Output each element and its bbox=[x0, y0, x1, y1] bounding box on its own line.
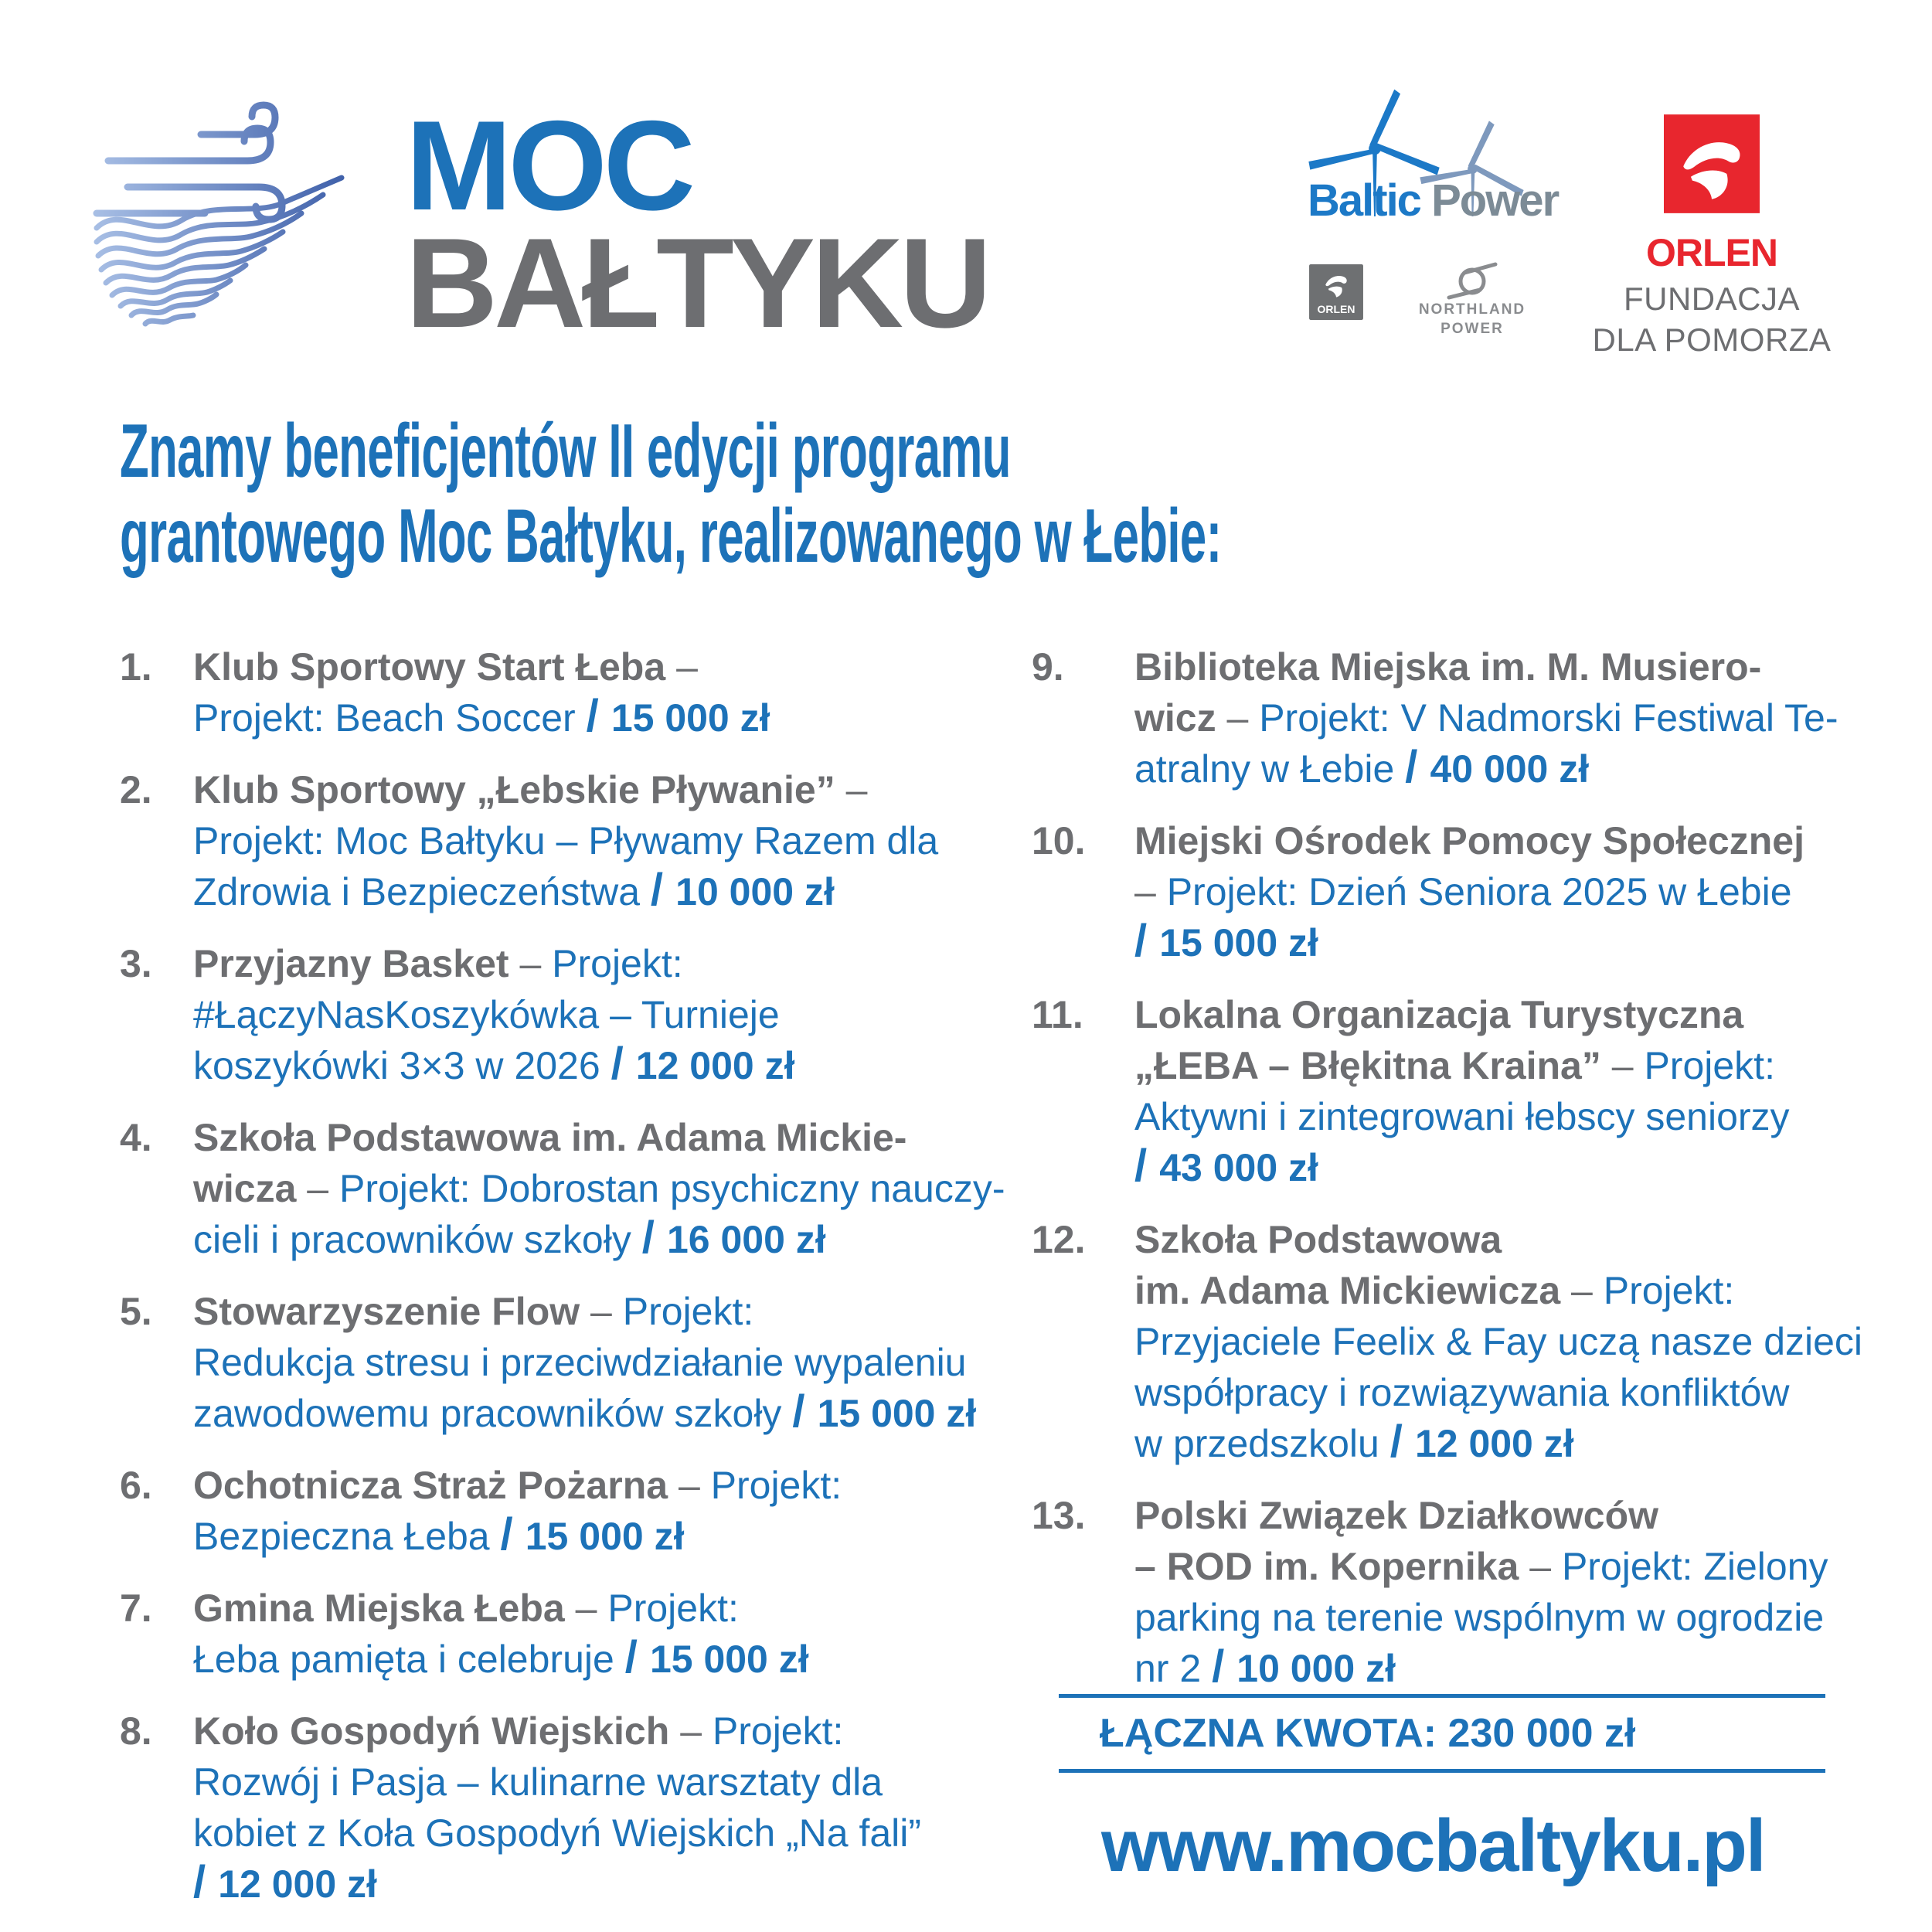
page-title bbox=[120, 408, 1222, 578]
item-text-line bbox=[1134, 743, 1838, 794]
project-text: Projekt: Dzień Seniora 2025 w Łebie bbox=[1166, 870, 1792, 913]
org-name: Ochotnicza Straż Pożarna bbox=[193, 1464, 668, 1507]
item-text-line bbox=[1134, 641, 1838, 692]
separator-dash: – bbox=[1560, 1269, 1604, 1312]
project-text: atralny w Łebie bbox=[1134, 747, 1406, 791]
item-text-line bbox=[193, 1163, 1005, 1214]
amount-slash: / bbox=[500, 1509, 526, 1560]
page-title-line2: grantowego Moc Bałtyku, realizowanego w Łebie: bbox=[120, 493, 1222, 578]
item-text-line bbox=[193, 1337, 976, 1388]
item-text-line bbox=[193, 1808, 921, 1859]
amount-slash: / bbox=[1134, 1141, 1160, 1191]
item-number: 12. bbox=[1032, 1218, 1086, 1261]
item-text-line bbox=[193, 1757, 921, 1808]
beneficiary-list-right bbox=[1032, 641, 1932, 1715]
item-text bbox=[193, 938, 795, 1091]
baltic-power-logo bbox=[1308, 175, 1558, 226]
orlen-foundation-line1: FUNDACJA bbox=[1623, 281, 1800, 317]
northland-power-logo bbox=[1406, 260, 1538, 338]
org-name: Gmina Miejska Łeba bbox=[193, 1587, 565, 1630]
project-text: Przyjaciele Feelix & Fay uczą nasze dzieci bbox=[1134, 1320, 1863, 1363]
amount-value: 15 000 zł bbox=[611, 696, 770, 740]
orlen-foundation-line2: DLA POMORZA bbox=[1592, 321, 1832, 358]
org-name: Przyjazny Basket bbox=[193, 942, 509, 985]
org-name: „ŁEBA – Błękitna Kraina” bbox=[1134, 1044, 1601, 1087]
list-item bbox=[120, 1112, 1032, 1265]
item-number: 8. bbox=[120, 1709, 152, 1753]
separator-dash: – bbox=[835, 768, 868, 811]
brand-title-line2: BAŁTYKU bbox=[406, 212, 988, 354]
project-text: w przedszkolu bbox=[1134, 1422, 1390, 1465]
amount-slash: / bbox=[641, 1213, 667, 1263]
item-text-line bbox=[1134, 989, 1790, 1040]
project-text: Redukcja stresu i przeciwdziałanie wypaleniu bbox=[193, 1341, 967, 1384]
project-text: Projekt: Moc Bałtyku – Pływamy Razem dla bbox=[193, 819, 939, 862]
item-text-line bbox=[1134, 1418, 1862, 1469]
item-text bbox=[193, 1460, 842, 1562]
item-text-line bbox=[193, 1388, 976, 1439]
website-url: www.mocbaltyku.pl bbox=[1101, 1804, 1765, 1887]
item-text-line bbox=[1134, 692, 1838, 743]
item-text bbox=[1134, 989, 1790, 1193]
separator-dash: – bbox=[296, 1167, 339, 1210]
org-name: Lokalna Organizacja Turystyczna bbox=[1134, 993, 1744, 1036]
item-number: 6. bbox=[120, 1464, 152, 1507]
list-item bbox=[120, 938, 1032, 1091]
total-amount-label: ŁĄCZNA KWOTA: 230 000 zł bbox=[1100, 1711, 1636, 1756]
separator-dash: – bbox=[1216, 696, 1260, 740]
item-number: 3. bbox=[120, 942, 152, 985]
separator-dash: – bbox=[1134, 870, 1167, 913]
separator-dash: – bbox=[1600, 1044, 1645, 1087]
total-amount-box bbox=[1059, 1694, 1825, 1773]
amount-value: 43 000 zł bbox=[1159, 1146, 1318, 1189]
orlen-eagle-icon bbox=[1309, 264, 1363, 320]
northland-power-line1: NORTHLAND bbox=[1418, 301, 1526, 318]
item-text bbox=[1134, 815, 1804, 968]
item-text-line bbox=[1134, 1040, 1790, 1091]
org-name: Klub Sportowy Start Łeba bbox=[193, 645, 666, 689]
org-name: wicza bbox=[193, 1167, 297, 1210]
item-text bbox=[193, 641, 770, 743]
project-text: współpracy i rozwiązywania konfliktów bbox=[1134, 1371, 1790, 1414]
amount-value: 15 000 zł bbox=[525, 1515, 685, 1558]
project-text: Projekt: bbox=[1644, 1044, 1775, 1087]
item-text bbox=[1134, 1214, 1862, 1469]
item-number: 2. bbox=[120, 768, 152, 811]
project-text: Projekt: bbox=[622, 1290, 754, 1333]
item-text-line bbox=[193, 1511, 842, 1562]
project-text: nr 2 bbox=[1134, 1647, 1213, 1690]
project-text: Rozwój i Pasja – kulinarne warsztaty dla bbox=[193, 1760, 883, 1804]
separator-dash: – bbox=[509, 942, 553, 985]
amount-value: 16 000 zł bbox=[666, 1218, 826, 1261]
list-item bbox=[120, 1286, 1032, 1439]
item-number: 10. bbox=[1032, 819, 1086, 862]
amount-slash: / bbox=[792, 1386, 818, 1437]
item-text-line bbox=[193, 692, 770, 743]
list-item bbox=[1032, 815, 1932, 968]
list-item bbox=[1032, 989, 1932, 1193]
item-text-line bbox=[193, 815, 938, 866]
org-name: – ROD im. Kopernika bbox=[1134, 1545, 1519, 1588]
item-text-line bbox=[1134, 1265, 1862, 1316]
amount-slash: / bbox=[193, 1857, 219, 1907]
orlen-eagle-icon bbox=[1664, 114, 1760, 213]
item-text-line bbox=[193, 764, 938, 815]
project-text: Zdrowia i Bezpieczeństwa bbox=[193, 870, 651, 913]
project-text: Projekt: bbox=[710, 1464, 842, 1507]
item-text-line bbox=[193, 866, 938, 917]
amount-value: 10 000 zł bbox=[675, 870, 835, 913]
item-text-line bbox=[1134, 866, 1804, 917]
amount-value: 40 000 zł bbox=[1430, 747, 1590, 791]
page-title-line1: Znamy beneficjentów II edycji programu bbox=[120, 408, 1011, 493]
amount-slash: / bbox=[650, 865, 676, 915]
org-name: wicz bbox=[1134, 696, 1216, 740]
item-text-line bbox=[1134, 1091, 1790, 1142]
project-text: Łeba pamięta i celebruje bbox=[193, 1638, 625, 1681]
project-text: Projekt: bbox=[607, 1587, 739, 1630]
org-name: Szkoła Podstawowa bbox=[1134, 1218, 1502, 1261]
project-text: Projekt: V Nadmorski Festiwal Te- bbox=[1259, 696, 1838, 740]
amount-value: 10 000 zł bbox=[1236, 1647, 1396, 1690]
item-text-line bbox=[193, 1583, 809, 1634]
list-item bbox=[120, 641, 1032, 743]
amount-slash: / bbox=[1389, 1417, 1415, 1467]
amount-value: 12 000 zł bbox=[218, 1862, 377, 1906]
list-item bbox=[1032, 641, 1932, 794]
item-text-line bbox=[1134, 917, 1804, 968]
item-text-line bbox=[193, 641, 770, 692]
item-text-line bbox=[193, 1040, 795, 1091]
amount-slash: / bbox=[586, 691, 611, 741]
separator-dash: – bbox=[668, 1464, 711, 1507]
item-text-line bbox=[193, 938, 795, 989]
item-text-line bbox=[193, 1112, 1005, 1163]
orlen-foundation-brand: ORLEN bbox=[1646, 231, 1777, 274]
item-text-line bbox=[1134, 1142, 1790, 1193]
project-text: Projekt: bbox=[552, 942, 683, 985]
northland-power-line2: POWER bbox=[1440, 321, 1504, 337]
list-item bbox=[1032, 1490, 1932, 1694]
item-text-line bbox=[1134, 1490, 1828, 1541]
item-text-line bbox=[193, 1859, 921, 1910]
item-text bbox=[1134, 1490, 1828, 1694]
project-text: kobiet z Koła Gospodyń Wiejskich „Na fali” bbox=[193, 1811, 922, 1855]
org-name: Szkoła Podstawowa im. Adama Mickie- bbox=[193, 1116, 907, 1159]
item-number: 9. bbox=[1032, 645, 1064, 689]
wind-waves-icon bbox=[85, 100, 355, 332]
separator-dash: – bbox=[665, 645, 698, 689]
org-name: Miejski Ośrodek Pomocy Społecznej bbox=[1134, 819, 1804, 862]
org-name: Stowarzyszenie Flow bbox=[193, 1290, 580, 1333]
item-text-line bbox=[193, 1460, 842, 1511]
item-text bbox=[193, 1112, 1005, 1265]
separator-dash: – bbox=[580, 1290, 623, 1333]
project-text: Projekt: Beach Soccer bbox=[193, 696, 587, 740]
list-item bbox=[120, 1460, 1032, 1562]
item-text bbox=[1134, 641, 1838, 794]
project-text: parking na terenie wspólnym w ogrodzie bbox=[1134, 1596, 1825, 1639]
item-text bbox=[193, 1706, 921, 1910]
amount-value: 15 000 zł bbox=[649, 1638, 809, 1681]
item-text-line bbox=[193, 1286, 976, 1337]
orlen-foundation-logo bbox=[1590, 114, 1833, 357]
amount-slash: / bbox=[1212, 1641, 1237, 1692]
amount-value: 12 000 zł bbox=[635, 1044, 795, 1087]
item-number: 1. bbox=[120, 645, 152, 689]
amount-value: 15 000 zł bbox=[1159, 921, 1318, 964]
amount-value: 12 000 zł bbox=[1414, 1422, 1574, 1465]
baltic-power-word-baltic: Baltic bbox=[1308, 175, 1420, 226]
item-text-line bbox=[1134, 1643, 1828, 1694]
org-name: Koło Gospodyń Wiejskich bbox=[193, 1709, 670, 1753]
list-item bbox=[1032, 1214, 1932, 1469]
project-text: Projekt: bbox=[712, 1709, 844, 1753]
project-text: #ŁączyNasKoszykówka – Turnieje bbox=[193, 993, 780, 1036]
amount-slash: / bbox=[624, 1632, 650, 1682]
item-text-line bbox=[193, 989, 795, 1040]
project-text: Projekt: bbox=[1603, 1269, 1735, 1312]
item-text-line bbox=[1134, 1214, 1862, 1265]
item-text-line bbox=[1134, 815, 1804, 866]
swirl-icon bbox=[1440, 260, 1505, 300]
project-text: Projekt: Zielony bbox=[1561, 1545, 1828, 1588]
item-text bbox=[193, 1583, 809, 1685]
separator-dash: – bbox=[564, 1587, 608, 1630]
item-text-line bbox=[193, 1634, 809, 1685]
item-text-line bbox=[193, 1214, 1005, 1265]
item-number: 4. bbox=[120, 1116, 152, 1159]
item-text-line bbox=[1134, 1541, 1828, 1592]
item-text bbox=[193, 764, 938, 917]
project-text: cieli i pracowników szkoły bbox=[193, 1218, 642, 1261]
amount-slash: / bbox=[1134, 916, 1160, 966]
amount-value: 15 000 zł bbox=[817, 1392, 977, 1435]
list-item bbox=[120, 1583, 1032, 1685]
separator-dash: – bbox=[669, 1709, 713, 1753]
item-text bbox=[193, 1286, 976, 1439]
org-name: im. Adama Mickiewicza bbox=[1134, 1269, 1561, 1312]
item-text-line bbox=[1134, 1316, 1862, 1367]
baltic-power-word-power: Power bbox=[1431, 175, 1559, 226]
org-name: Biblioteka Miejska im. M. Musiero- bbox=[1134, 645, 1762, 689]
item-number: 5. bbox=[120, 1290, 152, 1333]
org-name: Klub Sportowy „Łebskie Pływanie” bbox=[193, 768, 835, 811]
item-number: 11. bbox=[1032, 993, 1083, 1036]
amount-slash: / bbox=[611, 1039, 636, 1089]
orlen-badge-label: ORLEN bbox=[1317, 302, 1355, 315]
brand-title bbox=[406, 94, 988, 354]
list-item bbox=[120, 1706, 1032, 1910]
project-text: koszykówki 3×3 w 2026 bbox=[193, 1044, 611, 1087]
beneficiary-list-left bbox=[120, 641, 1032, 1930]
item-number: 13. bbox=[1032, 1494, 1086, 1537]
item-text-line bbox=[1134, 1367, 1862, 1418]
project-text: zawodowemu pracowników szkoły bbox=[193, 1392, 793, 1435]
item-text-line bbox=[193, 1706, 921, 1757]
item-number: 7. bbox=[120, 1587, 152, 1630]
project-text: Projekt: Dobrostan psychiczny nauczy- bbox=[339, 1167, 1005, 1210]
list-item bbox=[120, 764, 1032, 917]
separator-dash: – bbox=[1519, 1545, 1562, 1588]
org-name: Polski Związek Działkowców bbox=[1134, 1494, 1659, 1537]
item-text-line bbox=[1134, 1592, 1828, 1643]
amount-slash: / bbox=[1405, 742, 1430, 792]
brand-title-line1: MOC bbox=[406, 94, 692, 236]
project-text: Bezpieczna Łeba bbox=[193, 1515, 501, 1558]
project-text: Aktywni i zintegrowani łebscy seniorzy bbox=[1134, 1095, 1790, 1138]
